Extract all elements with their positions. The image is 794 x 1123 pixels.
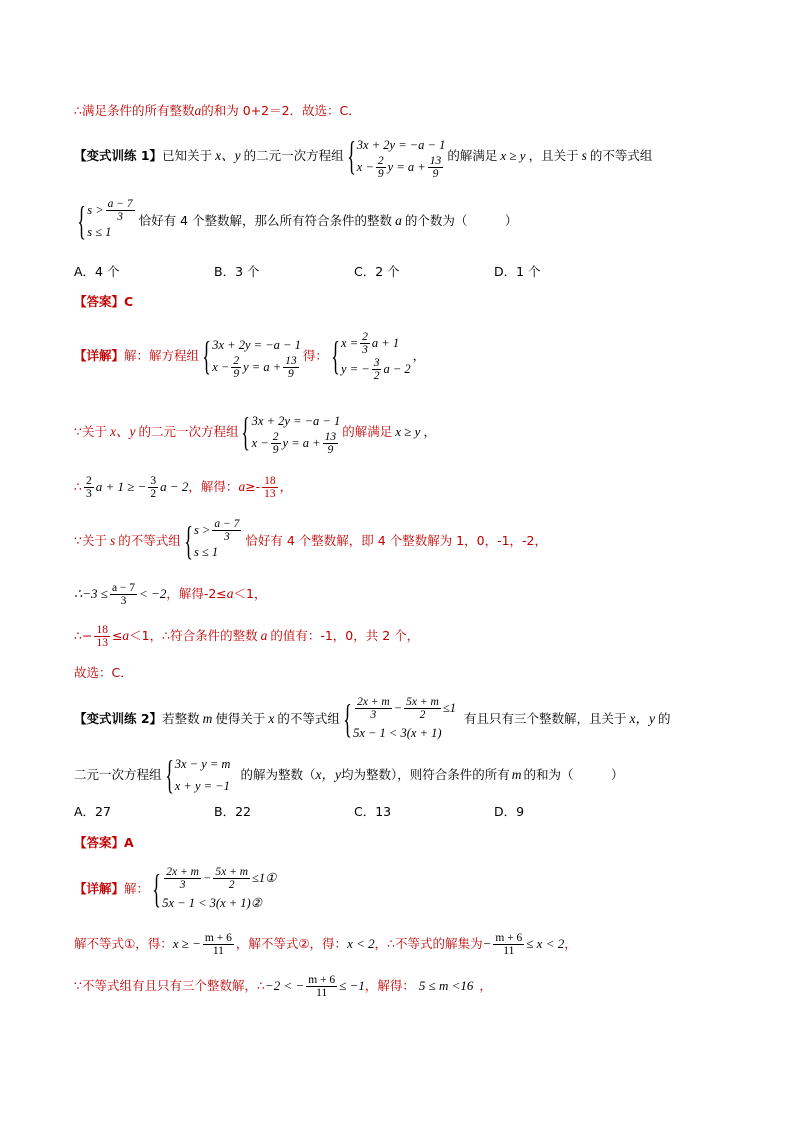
equation-1: 3x − y = m [174, 757, 231, 771]
expr: x ≥ − [172, 936, 201, 951]
detail-2-line-2: 解不等式①，得： x ≥ − $\frac{m + 6}{11}$ ，解不等式②，得： x < 2 ，∴不等式的解集为 − $\frac{m + 6}{11}$ ≤ x < 2 ， [74, 931, 577, 957]
inequality-1: $\frac{2x + m}{3}$ − $\frac{5x + m}{2}$ ≤1① [166, 865, 277, 891]
text: 的 [657, 711, 671, 726]
text: ∴满足条件的所有整数 [74, 103, 195, 118]
inequality-system: { $\frac{2x + m}{3}$ − $\frac{5x + m}{2}$ ≤1 5x − 1 < 3(x + 1) [342, 694, 456, 744]
expr: x < 2 [347, 936, 375, 951]
option-a: A．4 个 [74, 264, 120, 279]
text: 已知关于 [162, 148, 213, 163]
detail-tag: 【详解】 [74, 881, 125, 896]
text: ∵关于 [74, 533, 107, 548]
var-a: a [395, 213, 402, 228]
equation-system: { 3x − y = m x + y = −1 [164, 752, 231, 797]
text: 有且只有三个整数解，且关于 [463, 711, 627, 726]
text: 的二元一次方程组 [138, 424, 239, 439]
answer-2: 【答案】A [74, 835, 134, 850]
inequality-1: s > $\frac{a - 7}{3}$ [87, 197, 133, 223]
detail-1-line-1 [74, 326, 425, 386]
text: ， [423, 424, 436, 439]
question-2-line-1 [74, 690, 670, 748]
text: ∴− [74, 628, 93, 643]
brace: { [77, 198, 86, 243]
text: 解：解方程组 [124, 348, 200, 363]
text: ，∴不等式的解集为 [374, 936, 483, 951]
text: 解不等式①，得： [74, 936, 173, 951]
var-m: m [202, 711, 213, 726]
detail-2-line-3: ∵不等式组有且只有三个整数解，∴ −2 < − $\frac{m + 6}{11}$ ≤ −1 ，解得： 5 ≤ m <16 ， [74, 973, 492, 999]
solution-x: x = $\frac{2}{3}$ a + 1 [341, 330, 400, 356]
var-m: m [511, 767, 522, 782]
equation-2: x − $\frac{2}{9}$ y = a + $\frac{13}{9}$ [212, 354, 297, 380]
expr: < −2 [139, 586, 167, 601]
brace: { [346, 133, 356, 178]
equation-1: 3x + 2y = −a − 1 [251, 414, 341, 428]
option-b: B．3 个 [214, 264, 260, 279]
detail-1-line-3: ∴ $\frac{2}{3}$ a + 1 ≥ − $\frac{3}{2}$ a − 2 ，解得： a ≥- $\frac{18}{13}$ ， [74, 474, 293, 500]
text: ＜1，∴符合条件的整数 [129, 628, 258, 643]
var-a: a [194, 103, 202, 118]
text: 的个数为（ ） [404, 213, 518, 228]
solution-system: { x = $\frac{2}{3}$ a + 1 y = − $\frac{3}{2}$ a − 2 [331, 330, 411, 382]
condition: x ≥ y [500, 148, 526, 163]
text: ，解得-2≤ [166, 586, 227, 601]
question-2-line-2 [74, 752, 624, 798]
text: ＜1， [233, 586, 267, 601]
text: ，解不等式②，得： [235, 936, 348, 951]
expr: a − 2 [160, 479, 189, 494]
detail-1-line-4 [74, 515, 547, 567]
text: 若整数 [162, 711, 200, 726]
answer-1: 【答案】C [74, 294, 134, 309]
text: ≥- [245, 479, 261, 494]
text: ，且关于 [528, 148, 579, 163]
option-d: D．1 个 [494, 264, 541, 279]
text: ， [412, 348, 426, 363]
detail-tag: 【详解】 [74, 348, 125, 363]
question-2-options [74, 802, 634, 820]
text: 恰好有 4 个整数解，即 4 个整数解为 1，0，-1，-2， [245, 533, 547, 548]
expr: ≤ x < 2 [526, 936, 565, 951]
option-c: C．13 [354, 804, 392, 819]
equation-2: x + y = −1 [174, 779, 230, 793]
text: 解： [124, 881, 150, 896]
text: ≤ [111, 628, 123, 643]
equation-system: { 3x + 2y = −a − 1 x − $\frac{2}{9}$ y = a + $\frac{13}{9}$ [241, 409, 341, 456]
inequality-2: 5x − 1 < 3(x + 1)② [162, 896, 262, 910]
text: 二元一次方程组 [74, 767, 162, 782]
vars: x，y [315, 767, 341, 782]
text: ∵关于 [74, 424, 107, 439]
detail-1-conclusion: 故选：C． [74, 665, 133, 680]
equation-1: 3x + 2y = −a − 1 [212, 338, 301, 352]
variant-tag: 【变式训练 1】 [74, 148, 163, 163]
expr: a + 1 ≥ − [95, 479, 147, 494]
text: 的和为 0+2＝2．故选：C． [201, 103, 361, 118]
text: 的不等式组 [589, 148, 653, 163]
variant-tag: 【变式训练 2】 [74, 711, 163, 726]
inequality-system: { $\frac{2x + m}{3}$ − $\frac{5x + m}{2}$ ≤1① 5x − 1 < 3(x + 1)② [151, 864, 276, 914]
inequality-2: s ≤ 1 [87, 225, 112, 239]
equation-2: x − $\frac{2}{9}$ y = a + $\frac{13}{9}$ [251, 430, 337, 456]
equation-system [346, 134, 446, 178]
expr: − [482, 936, 492, 951]
vars: x、y [109, 424, 136, 439]
var-s: s [581, 148, 587, 163]
var-a: a [260, 628, 268, 643]
text: 恰好有 4 个整数解，那么所有符合条件的整数 [138, 213, 393, 228]
equation-2: x − $\frac{2}{9}$ y = a + $\frac{13}{9}$ [356, 154, 442, 180]
var-s: s [109, 533, 116, 548]
question-1-options [74, 262, 634, 280]
conclusion-line-1 [74, 102, 361, 120]
text: 的解满足 [447, 148, 498, 163]
text: 的解满足 [342, 424, 393, 439]
expr: 5 ≤ m <16 [418, 978, 474, 993]
text: 得： [302, 348, 328, 363]
var-a: a [122, 628, 130, 643]
option-a: A．27 [74, 804, 111, 819]
inequality-1: s > $\frac{a - 7}{3}$ [193, 517, 240, 543]
inequality-2: 5x − 1 < 3(x + 1) [353, 726, 442, 740]
question-1-line-1 [74, 128, 652, 184]
detail-1-line-6: ∴− $\frac{18}{13}$ ≤ a ＜1，∴符合条件的整数 a 的值有：-1，0，共 2 个， [74, 623, 420, 649]
vars: x，y [629, 711, 655, 726]
expr: ∴−3 ≤ [74, 586, 108, 601]
var-a: a [238, 479, 246, 494]
text: ， [479, 978, 492, 993]
detail-1-line-5: ∴−3 ≤ $\frac{a - 7}{3}$ < −2 ，解得-2≤ a ＜1， [74, 581, 267, 607]
expr: ≤ −1 [339, 978, 365, 993]
vars: x、y [215, 148, 241, 163]
inequality-system [76, 199, 137, 243]
condition: x ≥ y [395, 424, 421, 439]
var-x: x [268, 711, 275, 726]
option-c: C．2 个 [354, 264, 400, 279]
text: 的不等式组 [277, 711, 340, 726]
text: 的二元一次方程组 [243, 148, 344, 163]
inequality-1: $\frac{2x + m}{3}$ − $\frac{5x + m}{2}$ ≤1 [357, 695, 456, 721]
detail-1-line-2 [74, 404, 436, 460]
option-d: D．9 [494, 804, 525, 819]
inequality-2: s ≤ 1 [193, 545, 219, 559]
equation-system: { 3x + 2y = −a − 1 x − $\frac{2}{9}$ y = a + $\frac{13}{9}$ [202, 333, 301, 380]
text: 使得关于 [215, 711, 266, 726]
text: 的和为（ ） [523, 767, 624, 782]
text: ∵不等式组有且只有三个整数解，∴ [74, 978, 265, 993]
var-a: a [226, 586, 234, 601]
inequality-system: { s > $\frac{a - 7}{3}$ s ≤ 1 [183, 519, 244, 563]
text: ，解得： [364, 978, 415, 993]
text: ，解得： [188, 479, 239, 494]
expr: −2 < − [264, 978, 305, 993]
text: ， [279, 479, 293, 494]
question-1-line-2 [74, 195, 517, 247]
option-b: B．22 [214, 804, 251, 819]
text: 的值有：-1，0，共 2 个， [270, 628, 420, 643]
text: 的解为整数（ [240, 767, 316, 782]
equation-1: 3x + 2y = −a − 1 [356, 138, 446, 152]
solution-y: y = − $\frac{3}{2}$ a − 2 [341, 356, 411, 382]
text: ， [564, 936, 577, 951]
detail-2-line-1 [74, 860, 278, 918]
text: 均为整数），则符合条件的所有 [340, 767, 510, 782]
text: 的不等式组 [118, 533, 181, 548]
